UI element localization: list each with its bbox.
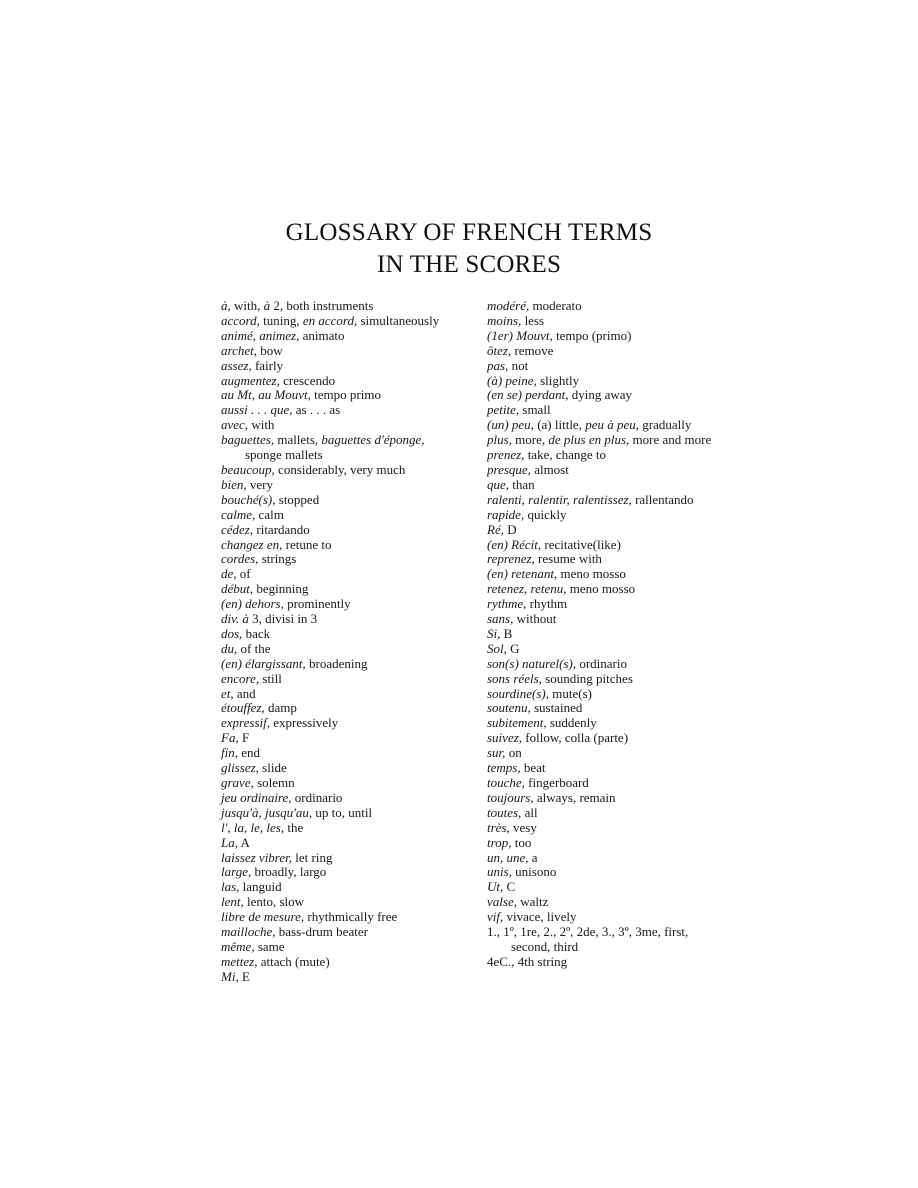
glossary-term: sans, <box>487 611 514 627</box>
glossary-term: fin, <box>221 745 238 761</box>
glossary-term: touche, <box>487 775 525 790</box>
glossary-entry <box>487 359 747 374</box>
glossary-term: las, <box>221 879 240 895</box>
glossary-term: (en) dehors, <box>221 596 284 612</box>
glossary-definition: F <box>238 730 250 746</box>
glossary-entry <box>487 731 747 746</box>
glossary-term: changez en, <box>221 536 283 552</box>
glossary-term: même, <box>221 938 255 954</box>
glossary-entry <box>221 910 461 925</box>
glossary-definition: without <box>513 611 557 627</box>
glossary-definition: more, <box>511 432 549 448</box>
glossary-entry <box>221 523 461 538</box>
glossary-term: très, <box>487 819 510 835</box>
glossary-entry <box>221 940 461 955</box>
glossary-entry <box>221 731 461 746</box>
glossary-entry <box>221 851 461 866</box>
glossary-definition: too <box>511 834 532 850</box>
glossary-term: bien, <box>221 476 247 492</box>
glossary-entry <box>221 627 461 642</box>
glossary-definition: tempo primo <box>310 387 381 403</box>
glossary-term: soutenu, <box>487 700 531 716</box>
glossary-entry <box>487 761 747 776</box>
glossary-entry <box>221 761 461 776</box>
glossary-definition: prominently <box>283 596 351 612</box>
glossary-term: sur, <box>487 745 506 761</box>
glossary-term: toujours, <box>487 789 534 805</box>
glossary-term: calme, <box>221 506 256 522</box>
glossary-definition: unisono <box>511 864 557 880</box>
glossary-definition: slide <box>258 760 287 776</box>
glossary-definition: considerably, very much <box>274 461 406 477</box>
glossary-term: rapide, <box>487 506 525 522</box>
glossary-definition: end <box>237 745 261 761</box>
glossary-definition: of <box>236 566 251 582</box>
glossary-entry <box>487 299 747 314</box>
glossary-definition: always, remain <box>533 789 616 805</box>
glossary-entry <box>487 508 747 523</box>
glossary-entry <box>487 403 747 418</box>
glossary-term: ôtez, <box>487 342 512 358</box>
glossary-definition: simultaneously <box>357 312 440 328</box>
glossary-term: dos, <box>221 625 243 641</box>
glossary-definition: solemn <box>253 775 295 790</box>
glossary-entry <box>221 478 461 493</box>
glossary-term: rythme, <box>487 596 527 612</box>
glossary-entry <box>221 344 461 359</box>
glossary-entry <box>487 851 747 866</box>
glossary-definition: E <box>238 968 250 984</box>
glossary-entry <box>221 895 461 910</box>
glossary-entry <box>487 523 747 538</box>
glossary-term: presque, <box>487 461 531 477</box>
glossary-term: (un) peu, <box>487 417 534 433</box>
glossary-term: jeu ordinaire, <box>221 789 292 805</box>
glossary-definition: strings <box>258 551 297 567</box>
glossary-definition: tempo (primo) <box>552 327 632 343</box>
glossary-term: large, <box>221 864 252 880</box>
glossary-definition: stopped <box>275 491 320 507</box>
glossary-definition: bow <box>256 342 283 358</box>
glossary-definition: A <box>237 834 250 850</box>
glossary-definition: vesy <box>509 819 537 835</box>
glossary-term: jusqu'à, jusqu'au, <box>221 804 313 820</box>
glossary-term: grave, <box>221 775 254 790</box>
glossary-entry <box>221 314 461 329</box>
page-subtitle: IN THE SCORES <box>376 251 562 278</box>
glossary-entry <box>221 508 461 523</box>
glossary-definition: broadening <box>305 655 368 671</box>
glossary-definition: with <box>248 417 275 433</box>
glossary-term: Ut, <box>487 879 504 895</box>
glossary-entry <box>487 612 747 627</box>
glossary-definition: ritardando <box>253 521 310 537</box>
glossary-term: assez, <box>221 357 252 373</box>
glossary-term: (en) élargissant, <box>221 655 306 671</box>
glossary-right-column <box>487 299 747 970</box>
glossary-entry <box>487 672 747 687</box>
glossary-definition: vivace, lively <box>503 909 577 925</box>
glossary-term: Fa, <box>221 730 239 746</box>
glossary-term: ralenti, ralentir, ralentissez, <box>487 491 632 507</box>
glossary-definition: fairly <box>251 357 284 373</box>
glossary-entry <box>487 776 747 791</box>
glossary-definition: retune to <box>282 536 332 552</box>
glossary-entry <box>221 791 461 806</box>
glossary-term: l', la, le, les, <box>221 819 285 835</box>
glossary-definition: gradually <box>639 417 692 433</box>
glossary-definition: tuning, <box>259 312 303 328</box>
glossary-entry <box>487 746 747 761</box>
glossary-left-column <box>221 299 461 985</box>
glossary-definition: resume with <box>534 551 602 567</box>
glossary-entry <box>487 880 747 895</box>
glossary-term: libre de mesure, <box>221 909 305 925</box>
glossary-definition: on <box>505 745 522 761</box>
glossary-entry <box>487 821 747 836</box>
glossary-entry <box>221 463 461 478</box>
glossary-definition: follow, colla (parte) <box>522 730 629 746</box>
glossary-definition: slightly <box>536 372 580 388</box>
glossary-definition: meno mosso <box>557 566 626 582</box>
glossary-term: trop, <box>487 834 512 850</box>
glossary-entry <box>221 657 461 672</box>
glossary-entry <box>487 716 747 731</box>
glossary-definition: beginning <box>253 581 309 597</box>
glossary-definition: 3, divisi in 3 <box>248 611 318 627</box>
glossary-term: cédez, <box>221 521 254 537</box>
glossary-entry <box>221 329 461 344</box>
glossary-definition: (a) little, <box>533 417 586 433</box>
glossary-entry <box>487 388 747 403</box>
glossary-definition: 2, both instruments <box>270 298 374 313</box>
glossary-definition: sponge mallets <box>245 447 323 463</box>
glossary-entry <box>221 687 461 702</box>
glossary-entry <box>221 552 461 567</box>
glossary-term: sons réels, <box>487 670 542 686</box>
glossary-term: au Mt, au Mouvt, <box>221 387 311 403</box>
glossary-entry <box>221 925 461 940</box>
glossary-entry <box>487 940 747 955</box>
glossary-definition: and <box>233 685 256 701</box>
glossary-definition: all <box>521 804 538 820</box>
glossary-definition: expressively <box>269 715 339 731</box>
glossary-term: mettez, <box>221 953 258 969</box>
glossary-term: mailloche, <box>221 924 276 940</box>
glossary-definition: rhythmically free <box>304 909 398 925</box>
glossary-term: laissez vibrer, <box>221 849 293 865</box>
glossary-entry <box>221 388 461 403</box>
glossary-term: un, une, <box>487 849 529 865</box>
glossary-definition: not <box>508 357 529 373</box>
glossary-definition: suddenly <box>546 715 597 731</box>
glossary-term: du, <box>221 640 238 656</box>
glossary-definition: C <box>503 879 516 895</box>
glossary-entry <box>487 791 747 806</box>
glossary-entry <box>221 612 461 627</box>
glossary-definition: sustained <box>530 700 583 716</box>
glossary-term: Ré, <box>487 521 504 537</box>
glossary-definition: dying away <box>568 387 633 403</box>
glossary-term: cordes, <box>221 551 259 567</box>
glossary-entry <box>221 880 461 895</box>
glossary-definition: mute(s) <box>549 685 592 701</box>
glossary-entry <box>487 687 747 702</box>
glossary-entry <box>221 746 461 761</box>
glossary-definition: remove <box>511 342 554 358</box>
glossary-term: en accord, <box>302 312 358 328</box>
glossary-term: petite, <box>487 402 520 418</box>
glossary-term: reprenez, <box>487 551 535 567</box>
glossary-term: glissez, <box>221 760 259 776</box>
glossary-term: début, <box>221 581 254 597</box>
glossary-term: lent, <box>221 894 244 910</box>
glossary-term: archet, <box>221 342 257 358</box>
glossary-definition: moderato <box>529 298 582 313</box>
glossary-definition: of the <box>237 640 271 656</box>
glossary-term: aussi . . . que, <box>221 402 293 418</box>
glossary-definition: languid <box>239 879 282 895</box>
glossary-definition: second, third <box>511 938 579 954</box>
glossary-entry <box>221 865 461 880</box>
glossary-definition: fingerboard <box>524 775 589 790</box>
glossary-entry <box>487 895 747 910</box>
glossary-entry <box>487 493 747 508</box>
glossary-definition: less <box>521 312 545 328</box>
glossary-term: peu à peu, <box>585 417 639 433</box>
glossary-entry <box>221 374 461 389</box>
glossary-term: (1er) Mouvt, <box>487 327 553 343</box>
glossary-definition: attach (mute) <box>257 953 330 969</box>
glossary-term: expressif, <box>221 715 270 731</box>
glossary-definition: broadly, largo <box>251 864 327 880</box>
glossary-entry <box>221 433 461 448</box>
glossary-term: Mi, <box>221 968 239 984</box>
glossary-definition: let ring <box>292 849 333 865</box>
glossary-term: (en) Récit, <box>487 536 542 552</box>
glossary-term: accord, <box>221 312 260 328</box>
glossary-definition: still <box>259 670 282 686</box>
glossary-entry <box>487 910 747 925</box>
glossary-term: valse, <box>487 894 517 910</box>
glossary-entry <box>487 552 747 567</box>
glossary-definition: 1., 1º, 1re, 2., 2º, 2de, 3., 3º, 3me, first, <box>487 924 689 940</box>
glossary-term: pas, <box>487 357 509 373</box>
glossary-term: à, <box>221 298 231 313</box>
glossary-entry <box>221 642 461 657</box>
glossary-definition: back <box>242 625 271 641</box>
glossary-term: modéré, <box>487 298 530 313</box>
glossary-entry <box>487 865 747 880</box>
glossary-entry <box>487 582 747 597</box>
glossary-definition: rallentando <box>631 491 694 507</box>
glossary-term: bouché(s), <box>221 491 276 507</box>
glossary-definition: recitative(like) <box>541 536 621 552</box>
glossary-term: étouffez, <box>221 700 265 716</box>
glossary-term: (en) retenant, <box>487 566 558 582</box>
glossary-term: baguettes, <box>221 432 275 448</box>
glossary-definition: same <box>254 938 285 954</box>
glossary-term: Si, <box>487 625 501 641</box>
glossary-term: beaucoup, <box>221 461 275 477</box>
glossary-definition: with, <box>230 298 264 313</box>
glossary-definition: more and more <box>629 432 712 448</box>
glossary-term: avec, <box>221 417 249 433</box>
glossary-term: (à) peine, <box>487 372 537 388</box>
glossary-definition: as . . . as <box>292 402 341 418</box>
glossary-term: suivez, <box>487 730 523 746</box>
glossary-term: baguettes d'éponge, <box>321 432 425 448</box>
glossary-definition: small <box>519 402 551 418</box>
glossary-definition: damp <box>264 700 297 716</box>
glossary-term: sourdine(s), <box>487 685 549 701</box>
glossary-definition: up to, until <box>312 804 373 820</box>
glossary-definition: beat <box>520 760 546 776</box>
glossary-entry <box>487 701 747 716</box>
glossary-definition: the <box>284 819 304 835</box>
glossary-definition: G <box>506 640 520 656</box>
glossary-term: son(s) naturel(s), <box>487 655 577 671</box>
glossary-definition: rhythm <box>526 596 568 612</box>
glossary-entry <box>221 836 461 851</box>
glossary-term: unis, <box>487 864 512 880</box>
glossary-term: div. à <box>221 611 249 627</box>
glossary-entry <box>221 955 461 970</box>
glossary-entry <box>487 538 747 553</box>
glossary-entry <box>221 776 461 791</box>
glossary-definition: mallets, <box>274 432 322 448</box>
glossary-entry <box>221 672 461 687</box>
glossary-entry <box>221 701 461 716</box>
glossary-entry <box>221 821 461 836</box>
glossary-definition: quickly <box>524 506 567 522</box>
page-title: GLOSSARY OF FRENCH TERMS <box>285 219 653 246</box>
glossary-entry <box>221 970 461 985</box>
glossary-definition: almost <box>530 461 569 477</box>
glossary-term: temps, <box>487 760 521 776</box>
glossary-entry <box>221 493 461 508</box>
glossary-entry <box>487 955 747 970</box>
glossary-term: La, <box>221 834 238 850</box>
glossary-entry <box>487 925 747 940</box>
glossary-entry <box>487 836 747 851</box>
glossary-entry <box>487 314 747 329</box>
glossary-definition: than <box>509 476 535 492</box>
glossary-term: animé, animez, <box>221 327 300 343</box>
glossary-definition: calm <box>255 506 284 522</box>
glossary-term: de plus en plus, <box>548 432 630 448</box>
glossary-term: moins, <box>487 312 522 328</box>
glossary-term: à <box>263 298 271 313</box>
glossary-definition: sounding pitches <box>541 670 633 686</box>
glossary-definition: D <box>503 521 517 537</box>
glossary-definition: a <box>528 849 538 865</box>
glossary-entry <box>221 418 461 433</box>
glossary-definition: meno mosso <box>566 581 636 597</box>
glossary-entry <box>487 627 747 642</box>
glossary-definition: lento, slow <box>243 894 305 910</box>
glossary-definition: 4eC., 4th string <box>487 953 568 969</box>
glossary-definition: ordinario <box>576 655 627 671</box>
glossary-entry <box>221 716 461 731</box>
glossary-entry <box>487 463 747 478</box>
glossary-term: que, <box>487 476 510 492</box>
glossary-term: toutes, <box>487 804 522 820</box>
glossary-term: (en se) perdant, <box>487 387 569 403</box>
glossary-definition: ordinario <box>291 789 343 805</box>
glossary-entry <box>221 582 461 597</box>
glossary-entry <box>487 642 747 657</box>
glossary-term: prenez, <box>487 447 525 463</box>
glossary-term: subitement, <box>487 715 547 731</box>
glossary-definition: crescendo <box>279 372 336 388</box>
glossary-entry <box>487 418 747 433</box>
glossary-entry <box>221 597 461 612</box>
glossary-entry <box>487 597 747 612</box>
glossary-term: encore, <box>221 670 260 686</box>
glossary-term: plus, <box>487 432 512 448</box>
glossary-term: et, <box>221 685 234 701</box>
glossary-definition: B <box>500 625 513 641</box>
glossary-entry <box>221 567 461 582</box>
glossary-term: augmentez, <box>221 372 280 388</box>
glossary-entry <box>487 374 747 389</box>
glossary-entry <box>221 299 461 314</box>
glossary-entry <box>221 403 461 418</box>
glossary-term: retenez, retenu, <box>487 581 567 597</box>
glossary-term: de, <box>221 566 237 582</box>
glossary-entry <box>221 806 461 821</box>
glossary-entry <box>487 567 747 582</box>
glossary-entry <box>221 448 461 463</box>
glossary-definition: waltz <box>516 894 549 910</box>
glossary-entry <box>487 344 747 359</box>
glossary-definition: very <box>246 476 273 492</box>
glossary-entry <box>487 448 747 463</box>
glossary-term: Sol, <box>487 640 507 656</box>
glossary-term: vif, <box>487 909 504 925</box>
glossary-definition: animato <box>299 327 345 343</box>
glossary-entry <box>487 329 747 344</box>
glossary-entry <box>221 359 461 374</box>
glossary-entry <box>221 538 461 553</box>
glossary-definition: take, change to <box>524 447 607 463</box>
glossary-definition: bass-drum beater <box>275 924 368 940</box>
glossary-entry <box>487 478 747 493</box>
glossary-entry <box>487 806 747 821</box>
glossary-entry <box>487 433 747 448</box>
glossary-entry <box>487 657 747 672</box>
